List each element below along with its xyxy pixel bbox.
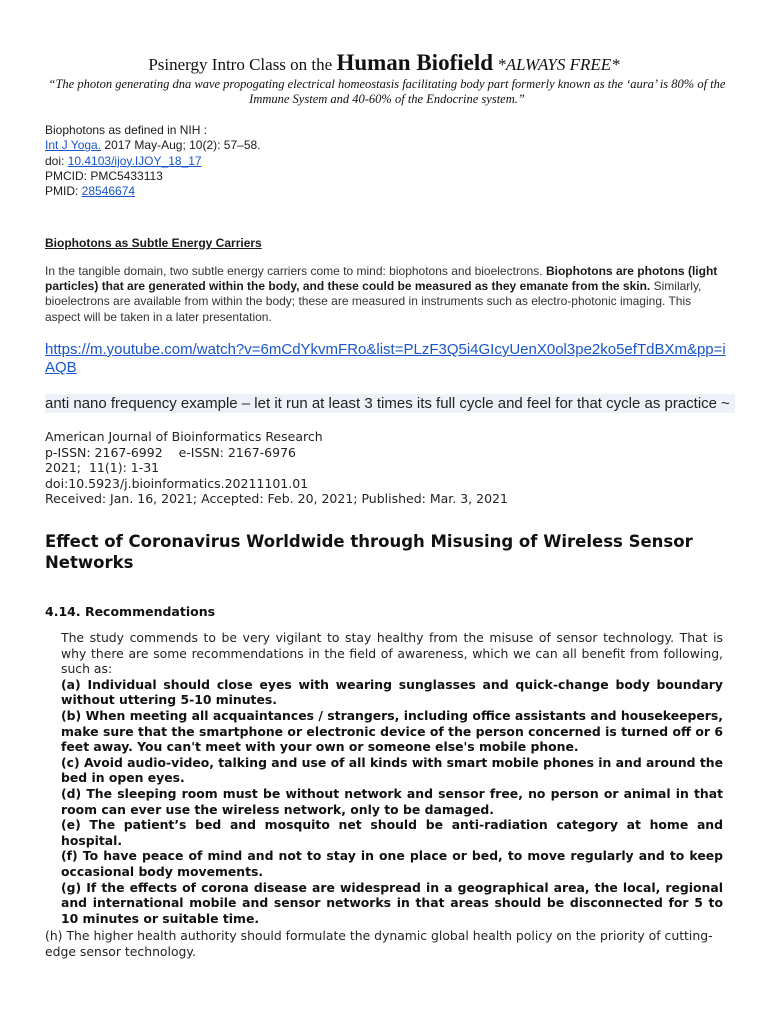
pmid-label: PMID: — [45, 184, 82, 199]
paragraph-bold: Biophotons are photons (light particles) that are generated within the body, and these could be measured as they emanate from the skin. — [45, 264, 718, 294]
recommendation-item: (a) Individual should close eyes with wearing sunglasses and quick-change body boundary without uttering 5-10 minutes. — [61, 676, 723, 708]
pmid-link[interactable]: 28546674 — [81, 184, 136, 199]
article-title: Effect of Coronavirus Worldwide through Misusing of Wireless Sensor Networks — [45, 532, 693, 572]
paragraph-start: In the tangible domain, two subtle energy carriers come to mind: biophotons and bioelectrons. — [45, 264, 546, 278]
title-main: Human Biofield — [336, 50, 494, 75]
nih-citation — [45, 123, 261, 199]
section-heading: Biophotons as Subtle Energy Carriers — [45, 236, 262, 250]
anti-nano-note: anti nano frequency example – let it run at least 3 times its full cycle and feel for that cycle as practice ~ — [45, 394, 735, 413]
recommendation-item: (g) If the effects of corona disease are widespread in a geographical area, the local, regional and international mobile and sensor networks in that areas should be disconnected for 5 to 10 minutes or suitable time. — [61, 879, 723, 926]
journal-doi: doi:10.5923/j.bioinformatics.20211101.01 — [45, 475, 309, 491]
header-quote: “The photon generating dna wave propogating electrical homeostasis facilitating body part formerly known as the ‘aura’ is 80% of the Immune System and 40-60% of the Endocrine system.” — [48, 77, 726, 106]
citation-pmid — [45, 184, 261, 199]
recommendation-item: (f) To have peace of mind and not to stay in one place or bed, to move regularly and to keep occasional body movements. — [61, 848, 723, 879]
paragraph-end: Similarly, bioelectrons are available from within the body; these are measured in instruments such as electro-photonic imaging. This aspect will be taken in a later presentation. — [45, 279, 702, 324]
citation-journal — [45, 138, 261, 153]
journal-block — [45, 429, 508, 507]
title-free-tag: *ALWAYS FREE* — [493, 55, 620, 74]
recommendation-item: (d) The sleeping room must be without network and sensor free, no person or animal in that room can ever use the wireless network, only to be damaged. — [61, 785, 723, 817]
recommendation-item: (c) Avoid audio-video, talking and use of all kinds with smart mobile phones in and around the bed in open eyes. — [61, 754, 723, 786]
section-paragraph — [45, 264, 725, 325]
doi-label: doi: — [45, 153, 68, 168]
doi-link[interactable]: 10.4103/ijoy.IJOY_18_17 — [67, 153, 202, 168]
recommendation-item: (e) The patient’s bed and mosquito net should be anti-radiation category at home and hospital. — [61, 817, 723, 848]
journal-dates: Received: Jan. 16, 2021; Accepted: Feb. 20, 2021; Published: Mar. 3, 2021 — [45, 491, 508, 507]
journal-issn: p-ISSN: 2167-6992 e-ISSN: 2167-6976 — [45, 444, 296, 460]
recommendation-item-h: (h) The higher health authority should formulate the dynamic global health policy on the priority of cutting-edge sensor technology. — [45, 928, 713, 959]
recommendations-intro: The study commends to be very vigilant to stay healthy from the misuse of sensor technology. That is why there are some recommendations in the field of awareness, which we can all benefit from following, such as: — [61, 630, 723, 677]
journal-volume: 2021; 11(1): 1-31 — [45, 460, 160, 476]
citation-pmcid: PMCID: PMC5433113 — [45, 168, 163, 183]
journal-link[interactable]: Int J Yoga. — [45, 138, 102, 153]
recommendations-heading: 4.14. Recommendations — [45, 604, 216, 619]
page-title — [0, 50, 768, 76]
citation-intro: Biophotons as defined in NIH : — [45, 123, 208, 137]
journal-details: 2017 May-Aug; 10(2): 57–58. — [101, 138, 261, 153]
recommendations-body — [61, 630, 723, 926]
journal-name: American Journal of Bioinformatics Research — [45, 429, 323, 444]
recommendation-item: (b) When meeting all acquaintances / strangers, including office assistants and housekeepers, make sure that the smartphone or electronic device of the person concerned is turned off or 6 feet away. You can't meet with your own or someone else's mobile phone. — [61, 707, 723, 755]
youtube-link[interactable]: https://m.youtube.com/watch?v=6mCdYkvmFRo&list=PLzF3Q5i4GIcyUenX0ol3pe2ko5efTdBXm&pp=iAQB — [45, 341, 726, 376]
citation-doi — [45, 154, 261, 169]
title-prefix: Psinergy Intro Class on the — [148, 55, 337, 74]
